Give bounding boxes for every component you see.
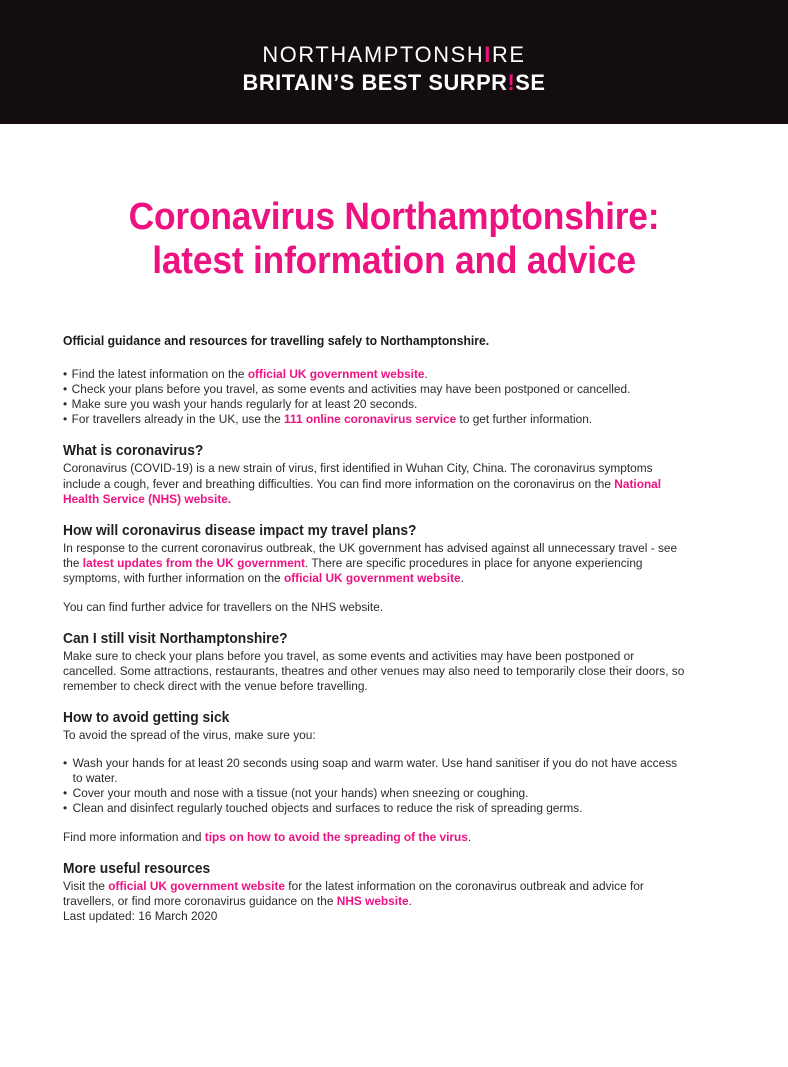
paragraph-text-pre: In response to the current coronavirus outbreak, the UK government has advised against all unnecessary travel - see the: [63, 540, 678, 570]
document-body: [63, 334, 688, 924]
header-band: [0, 0, 788, 124]
list-item: [63, 382, 688, 397]
nhs-website-link[interactable]: National Health Service (NHS) website.: [63, 476, 662, 506]
nhs-website-link[interactable]: NHS website: [336, 894, 409, 909]
list-item: • Clean and disinfect regularly touched objects and surfaces to reduce the risk of spreading germs.: [63, 801, 688, 816]
intro-lead: Official guidance and resources for travelling safely to Northamptonshire.: [63, 334, 490, 348]
section-can-i-visit: [63, 631, 688, 694]
section-paragraph: [63, 879, 688, 909]
section-heading: Can I still visit Northamptonshire?: [63, 631, 288, 648]
bullet-text-post: to get further information.: [456, 412, 593, 427]
bullet-text-pre: Check your plans before you travel, as some events and activities may have been postponed or cancelled.: [71, 382, 631, 397]
paragraph-text-post: .: [408, 894, 412, 909]
paragraph-text-post: .: [460, 570, 464, 585]
logo-text-post: RE: [492, 42, 526, 67]
paragraph-text-mid: . There are specific procedures in place for anyone experiencing symptoms, with further information on the: [63, 555, 643, 585]
last-updated-text: Last updated: 16 March 2020: [63, 909, 218, 924]
section-heading: More useful resources: [63, 860, 211, 877]
official-uk-government-website-link[interactable]: official UK government website: [283, 570, 461, 585]
avoid-sick-closing-paragraph: [63, 830, 688, 845]
page-title-line-2: latest information and advice: [152, 240, 636, 282]
bullet-text-pre: Find the latest information on the: [71, 367, 248, 382]
section-more-useful-resources: [63, 861, 688, 909]
list-item: [63, 367, 688, 382]
section-what-is-coronavirus: [63, 443, 688, 506]
logo-accent-bar-icon: I: [484, 42, 493, 67]
bullet-text-pre: Make sure you wash your hands regularly for at least 20 seconds.: [71, 397, 418, 412]
bullet-text-post: .: [424, 367, 428, 382]
section-travel-plans: [63, 523, 688, 615]
logo-line-tagline: [12, 69, 776, 95]
logo-accent-exclamation-icon: !: [507, 69, 516, 95]
section-heading: How will coronavirus disease impact my travel plans?: [63, 522, 417, 539]
intro-bullet-list: [63, 367, 688, 427]
section-heading: What is coronavirus?: [63, 443, 204, 460]
latest-updates-uk-government-link[interactable]: latest updates from the UK government: [82, 555, 306, 570]
avoid-spreading-tips-link[interactable]: tips on how to avoid the spreading of the virus: [204, 829, 468, 844]
section-heading: How to avoid getting sick: [63, 710, 230, 727]
list-item: • Cover your mouth and nose with a tissue (not your hands) when sneezing or coughing.: [63, 786, 688, 801]
northamptonshire-logo: [0, 44, 788, 94]
paragraph-text-mid: for the latest information on the coronavirus outbreak and advice for travellers, or find more coronavirus guidance on the: [63, 878, 644, 909]
paragraph-text-pre: Visit the: [63, 878, 109, 893]
section-extra-paragraph: You can find further advice for travellers on the NHS website.: [63, 600, 384, 615]
closing-text-pre: Find more information and: [63, 829, 205, 844]
logo-tagline-pre: BRITAIN’S BEST SURPR: [242, 69, 508, 95]
section-paragraph: [63, 541, 688, 586]
list-item: [63, 412, 688, 427]
closing-text-post: .: [467, 829, 472, 844]
avoid-sick-bullet-list: [63, 756, 688, 816]
section-intro-paragraph: To avoid the spread of the virus, make sure you:: [63, 728, 316, 743]
bullet-text-pre: For travellers already in the UK, use the: [71, 412, 285, 427]
official-uk-government-website-link[interactable]: official UK government website: [247, 367, 425, 382]
logo-tagline-post: SE: [515, 69, 546, 95]
page-title: [28, 195, 761, 283]
list-item: [63, 397, 688, 412]
official-uk-government-website-link[interactable]: official UK government website: [108, 878, 286, 893]
paragraph-text: Coronavirus (COVID-19) is a new strain of virus, first identified in Wuhan City, China. The coronavirus symptoms include a cough, fever and breathing difficulties. You can find more information on the coronavirus on the: [63, 461, 653, 491]
section-paragraph: Make sure to check your plans before you travel, as some events and activities may have been postponed or cancelled. Some attractions, restaurants, theatres and other venues may also need to temporarily close their doors, so remember to check direct with the venue before travelling.: [63, 649, 685, 694]
page-title-line-1: Coronavirus Northamptonshire:: [128, 196, 660, 238]
logo-text-pre: NORTHAMPTONSH: [262, 42, 485, 67]
logo-line-primary: [12, 44, 776, 67]
section-paragraph: [63, 461, 688, 506]
111-online-coronavirus-service-link[interactable]: 111 online coronavirus service: [284, 412, 457, 427]
section-avoid-getting-sick: [63, 710, 688, 845]
list-item: • Wash your hands for at least 20 seconds using soap and warm water. Use hand sanitiser if you do not have access to water.: [63, 756, 688, 786]
